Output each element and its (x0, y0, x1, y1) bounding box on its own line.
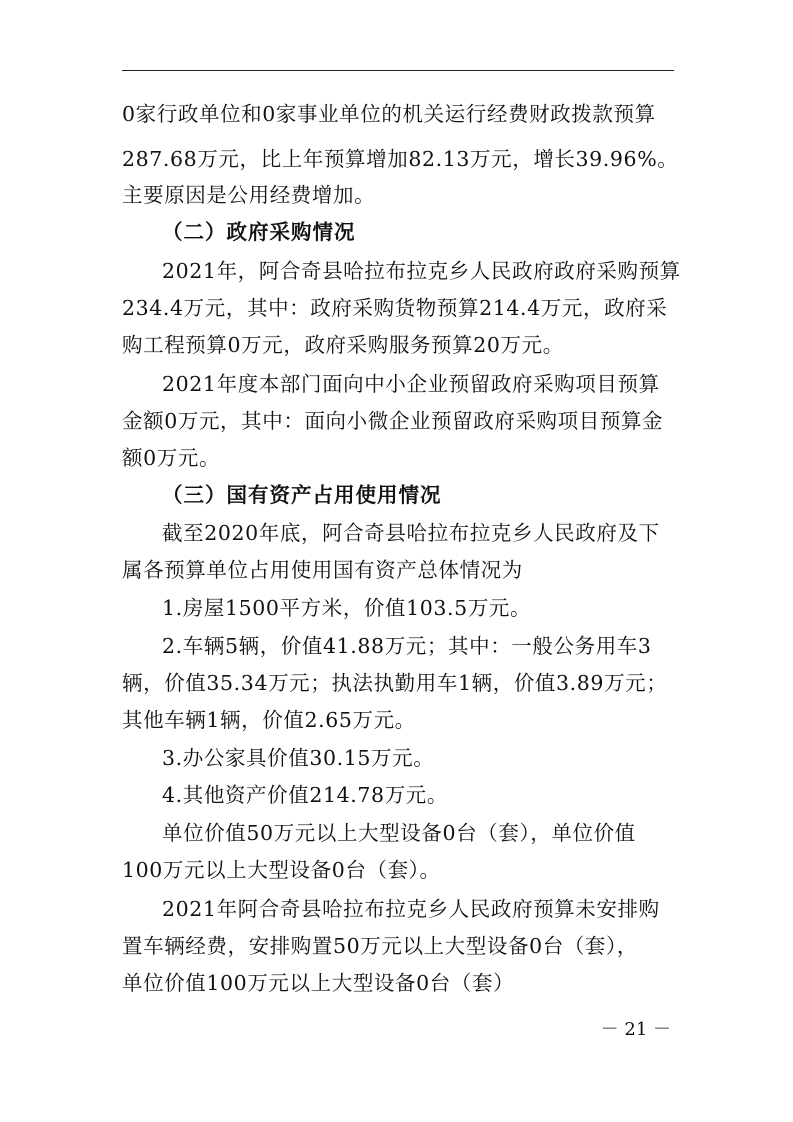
body-line: 0家行政单位和0家事业单位的机关运行经费财政拨款预算 (122, 102, 656, 126)
body-line: 主要原因是公用经费增加。 (122, 183, 376, 207)
body-line: 截至2020年底，阿合奇县哈拉布拉克乡人民政府及下 (162, 521, 660, 545)
body-line: 辆，价值35.34万元；执法执勤用车1辆，价值3.89万元； (122, 671, 668, 695)
list-item: 1.房屋1500平方米，价值103.5万元。 (162, 596, 532, 620)
section-heading-procurement: （二）政府采购情况 (162, 220, 356, 244)
page-number: － 21 － (600, 1019, 671, 1040)
body-line: 2021年阿合奇县哈拉布拉克乡人民政府预算未安排购 (162, 897, 660, 921)
list-item: 3.办公家具价值30.15万元。 (162, 746, 435, 770)
body-line: 金额0万元，其中：面向小微企业预留政府采购项目预算金 (122, 409, 664, 433)
body-line: 额0万元。 (122, 446, 221, 470)
section-heading-state-assets: （三）国有资产占用使用情况 (162, 483, 442, 507)
body-line: 单位价值50万元以上大型设备0台（套），单位价值 (162, 821, 636, 845)
list-item: 4.其他资产价值214.78万元。 (162, 783, 448, 807)
body-line: 购工程预算0万元，政府采购服务预算20万元。 (122, 333, 564, 357)
body-line: 2021年度本部门面向中小企业预留政府采购项目预算 (162, 372, 660, 396)
body-line: 置车辆经费，安排购置50万元以上大型设备0台（套）， (122, 934, 638, 958)
body-line: 其他车辆1辆，价值2.65万元。 (122, 708, 416, 732)
body-line: 100万元以上大型设备0台（套）。 (122, 858, 441, 882)
list-item: 2.车辆5辆，价值41.88万元；其中：一般公务用车3 (162, 634, 652, 658)
body-line: 287.68万元，比上年预算增加82.13万元，增长39.96%。 (122, 147, 679, 171)
body-line: 单位价值100万元以上大型设备0台（套） (122, 971, 515, 995)
body-line: 234.4万元，其中：政府采购货物预算214.4万元，政府采 (122, 296, 668, 320)
body-line: 2021年，阿合奇县哈拉布拉克乡人民政府政府采购预算 (162, 259, 681, 283)
body-line: 属各预算单位占用使用国有资产总体情况为 (122, 558, 523, 582)
header-rule (122, 70, 674, 71)
